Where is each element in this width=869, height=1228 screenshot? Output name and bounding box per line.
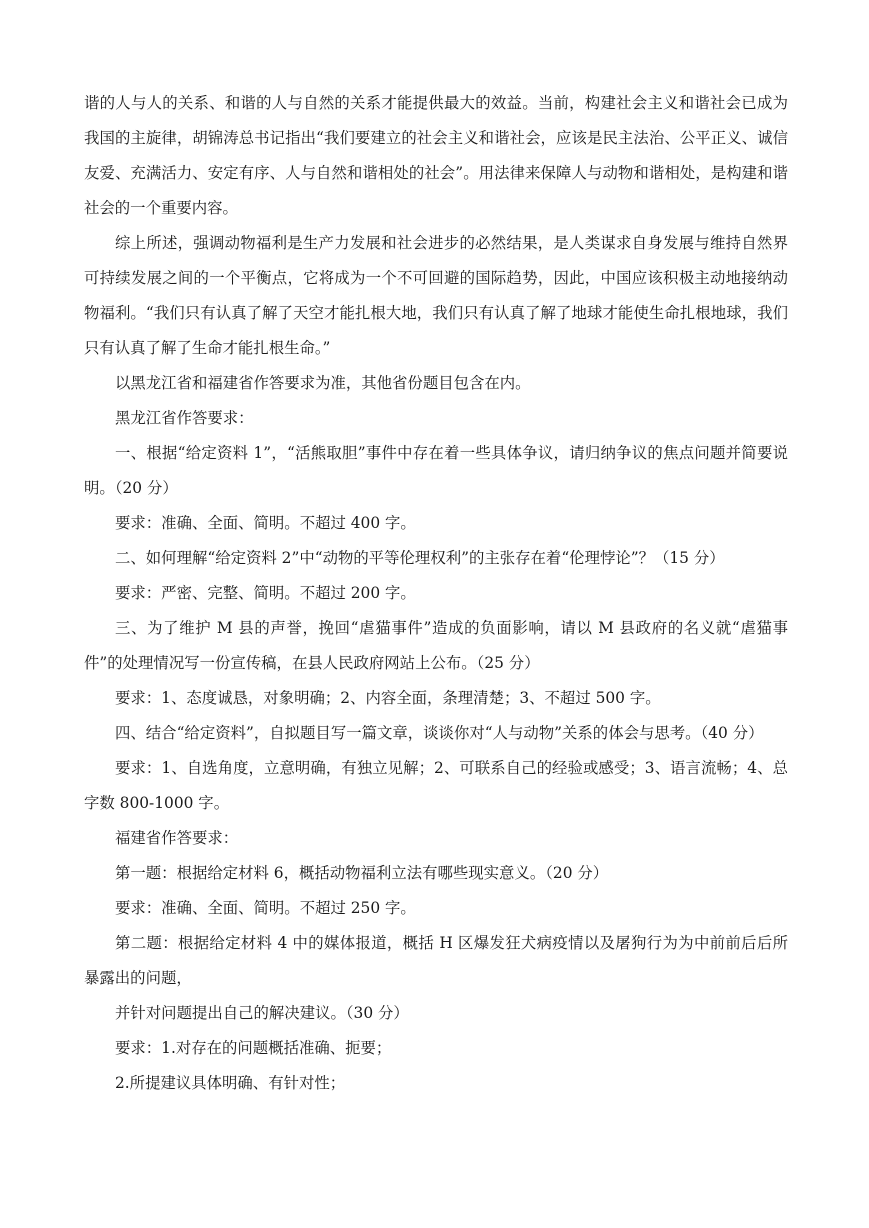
question-2: 二、如何理解“给定资料 2”中“动物的平等伦理权利”的主张存在着“伦理悖论”？（15 分）: [115, 549, 725, 567]
section-heading-heilongjiang: 黑龙江省作答要求：: [115, 409, 254, 427]
fujian-question-2-continued: 并针对问题提出自己的解决建议。（30 分）: [115, 1004, 409, 1022]
requirement: 要求：1、自选角度，立意明确，有独立见解；2、可联系自己的经验或感受；3、语言流畅；4、总字数 800-1000 字。: [84, 759, 788, 812]
fujian-question-2: 第二题：根据给定材料 4 中的媒体报道，概括 H 区爆发狂犬病疫情以及屠狗行为为中前前后后所暴露出的问题，: [84, 934, 788, 987]
paragraph: 谐的人与人的关系、和谐的人与自然的关系才能提供最大的效益。当前，构建社会主义和谐社会已成为我国的主旋律，胡锦涛总书记指出“我们要建立的社会主义和谐社会，应该是民主法治、公平正义、诚信友爱、充满活力、安定有序、人与自然和谐相处的社会”。用法律来保障人与动物和谐相处，是构建和谐社会的一个重要内容。: [84, 94, 788, 217]
document-body: [84, 86, 788, 1101]
question-3: 三、为了维护 M 县的声誉，挽回“虐猫事件”造成的负面影响，请以 M 县政府的名义就“虐猫事件”的处理情况写一份宣传稿，在县人民政府网站上公布。（25 分）: [84, 619, 788, 672]
paragraph: 以黑龙江省和福建省作答要求为准，其他省份题目包含在内。: [115, 374, 531, 392]
section-heading-fujian: 福建省作答要求：: [115, 829, 239, 847]
requirement: 要求：1.对存在的问题概括准确、扼要；: [115, 1039, 392, 1057]
fujian-question-1: 第一题：根据给定材料 6，概括动物福利立法有哪些现实意义。（20 分）: [115, 864, 609, 882]
requirement: 要求：准确、全面、简明。不超过 250 字。: [115, 899, 416, 917]
requirement: 要求：1、态度诚恳，对象明确；2、内容全面，条理清楚；3、不超过 500 字。: [115, 689, 661, 707]
requirement: 要求：严密、完整、简明。不超过 200 字。: [115, 584, 416, 602]
question-1: 一、根据“给定资料 1”，“活熊取胆”事件中存在着一些具体争议，请归纳争议的焦点问题并简要说明。（20 分）: [84, 444, 788, 497]
requirement: 要求：准确、全面、简明。不超过 400 字。: [115, 514, 416, 532]
requirement-item: 2.所提建议具体明确、有针对性；: [115, 1074, 346, 1092]
question-4: 四、结合“给定资料”，自拟题目写一篇文章，谈谈你对“人与动物”关系的体会与思考。（40 分）: [115, 724, 764, 742]
paragraph: 综上所述，强调动物福利是生产力发展和社会进步的必然结果，是人类谋求自身发展与维持自然界可持续发展之间的一个平衡点，它将成为一个不可回避的国际趋势，因此，中国应该积极主动地接纳动物福利。“我们只有认真了解了天空才能扎根大地，我们只有认真了解了地球才能使生命扎根地球，我们只有认真了解了生命才能扎根生命。”: [84, 234, 788, 357]
